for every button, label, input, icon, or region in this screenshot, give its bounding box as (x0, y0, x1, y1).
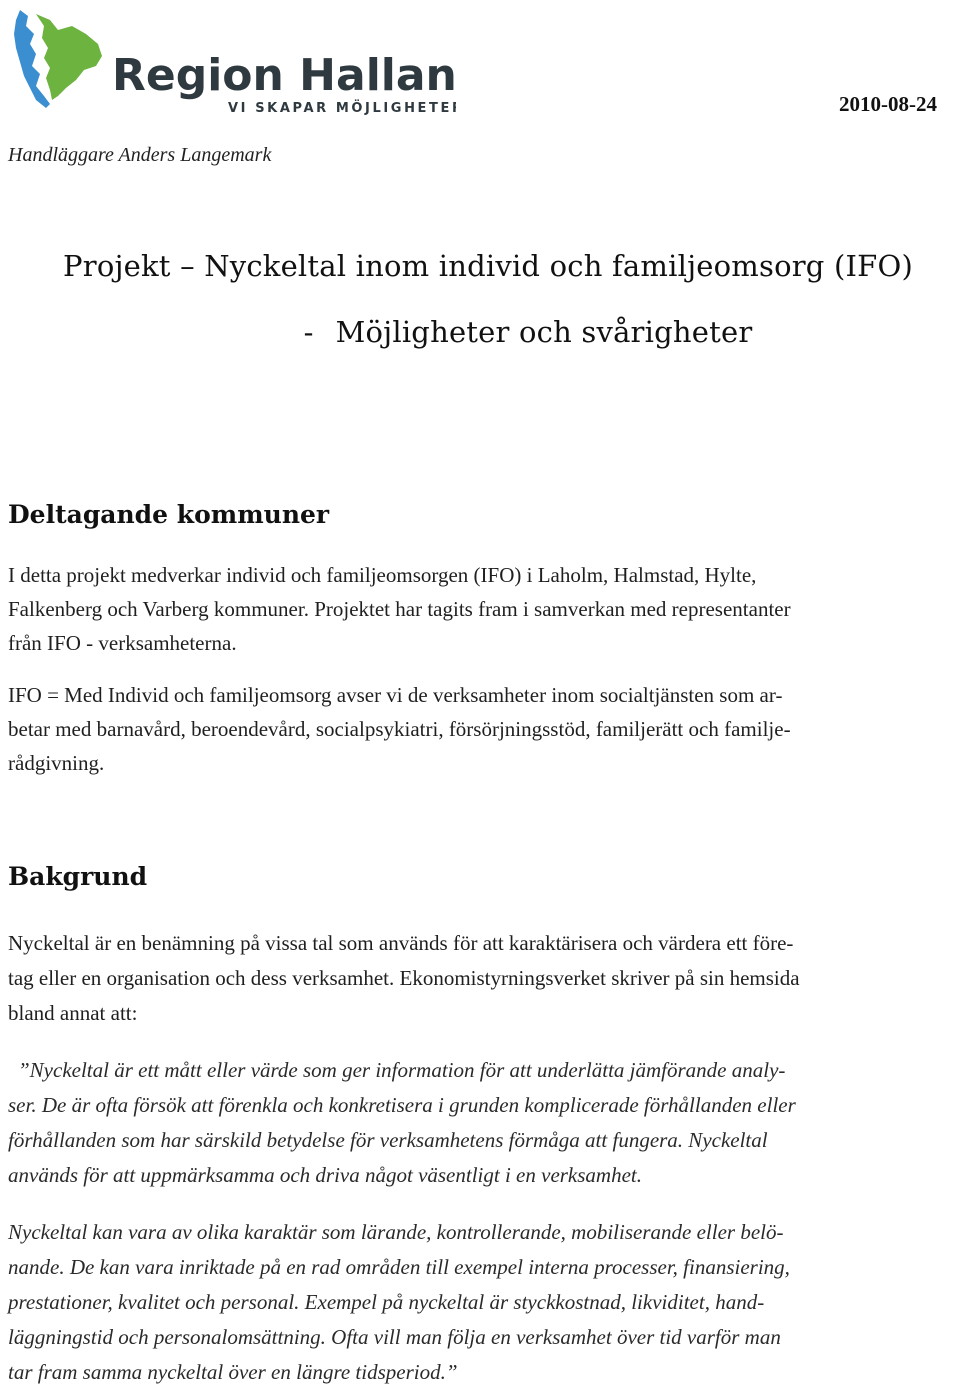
text-line: ser. De är ofta försök att förenkla och konkretisera i grunden komplicerade förhållanden eller (8, 1093, 796, 1117)
text-line: I detta projekt medverkar individ och familjeomsorgen (IFO) i Laholm, Halmstad, Hylte, (8, 563, 757, 587)
paragraph-ifo-definition (8, 678, 958, 780)
text-line: nande. De kan vara inriktade på en rad områden till exempel interna processer, finansiering, (8, 1255, 790, 1279)
quote-paragraph-1 (8, 1053, 958, 1193)
logo-map-green-shape (36, 14, 102, 100)
paragraph-background (8, 926, 958, 1031)
document-date: 2010-08-24 (839, 92, 937, 116)
text-line: Nyckeltal kan vara av olika karaktär som lärande, kontrollerande, mobiliserande eller belö- (8, 1220, 784, 1244)
text-line: tar fram samma nyckeltal över en längre tidsperiod.” (8, 1360, 458, 1384)
text-line: prestationer, kvalitet och personal. Exempel på nyckeltal är styckkostnad, likviditet, hand- (8, 1290, 765, 1314)
text-line: förhållanden som har särskild betydelse för verksamhetens förmåga att fungera. Nyckeltal (8, 1128, 768, 1152)
text-line: läggningstid och personalomsättning. Ofta vill man följa en verksamhet över tid varför man (8, 1325, 781, 1349)
text-line: från IFO - verksamheterna. (8, 631, 237, 655)
section-heading-deltagande: Deltagande kommuner (8, 500, 330, 529)
logo-tagline: VI SKAPAR MÖJLIGHETER (228, 101, 456, 116)
text-line: används för att uppmärksamma och driva något väsentligt i en verksamhet. (8, 1163, 642, 1187)
logo-name: Region Halland (112, 50, 456, 101)
paragraph-participants (8, 558, 958, 660)
text-line: Falkenberg och Varberg kommuner. Projektet har tagits fram i samverkan med representanter (8, 597, 791, 621)
text-line: IFO = Med Individ och familjeomsorg avser vi de verksamheter inom socialtjänsten som ar- (8, 683, 783, 707)
text-line: tag eller en organisation och dess verksamhet. Ekonomistyrningsverket skriver på sin hemsida (8, 966, 800, 990)
text-line: rådgivning. (8, 751, 105, 775)
section-heading-bakgrund: Bakgrund (8, 862, 148, 891)
document-subtitle (0, 315, 960, 349)
subtitle-dash: - (303, 315, 314, 349)
handler-name: Handläggare Anders Langemark (8, 144, 272, 166)
subtitle-text: Möjligheter och svårigheter (335, 315, 753, 349)
quote-paragraph-2 (8, 1215, 958, 1390)
text-line: bland annat att: (8, 1001, 138, 1025)
text-line: Nyckeltal är en benämning på vissa tal som används för att karaktärisera och värdera ett före- (8, 931, 794, 955)
document-title: Projekt – Nyckeltal inom individ och familjeomsorg (IFO) (63, 249, 913, 283)
region-halland-logo (6, 4, 456, 116)
text-line: betar med barnavård, beroendevård, socialpsykiatri, försörjningsstöd, familjerätt och familje- (8, 717, 791, 741)
text-line: ”Nyckeltal är ett mått eller värde som ger information för att underlätta jämförande analy- (18, 1058, 786, 1082)
